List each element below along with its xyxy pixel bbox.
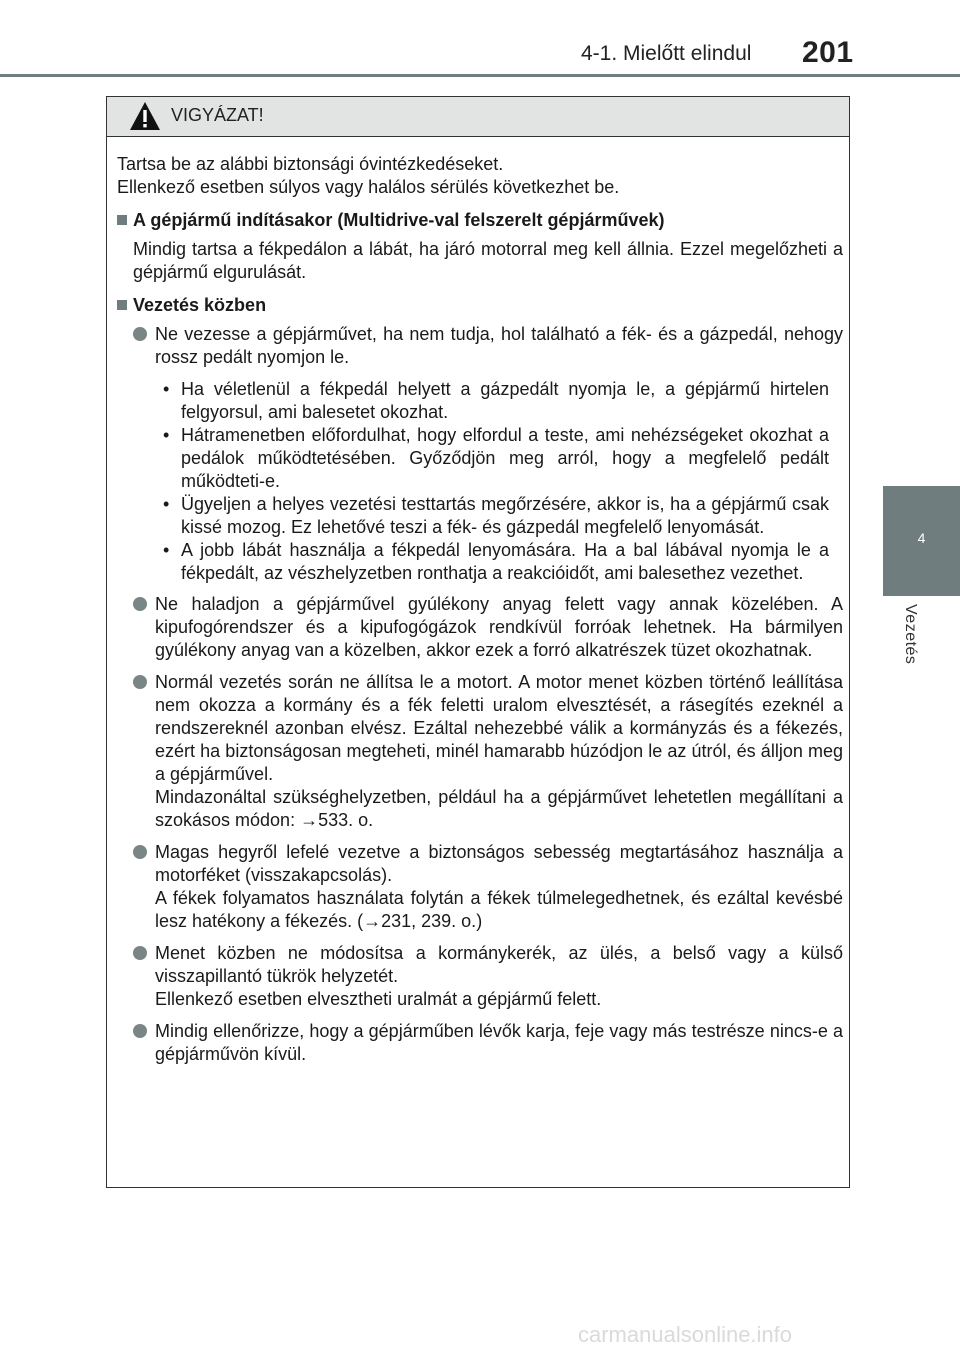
circle-bullet-icon	[133, 1024, 147, 1038]
warning-intro-line2: Ellenkező esetben súlyos vagy halálos sérülés következhet be.	[117, 177, 620, 197]
square-bullet-icon	[117, 215, 127, 225]
circle-bullet-icon	[133, 845, 147, 859]
list-item-continuation: Mindazonáltal szükséghelyzetben, például ha a gépjárművet lehetetlen megállítani a szokásos módon: →533. o.	[155, 787, 843, 830]
sub-list	[117, 378, 843, 585]
header-rule	[0, 74, 960, 77]
list-item-continuation: A fékek folyamatos használata folytán a fékek túlmelegedhetnek, és ezáltal kevésbé lesz hatékony a fékezés. (→231, 239. o.)	[155, 888, 843, 931]
chapter-tab[interactable]	[883, 486, 960, 596]
list-item: Mindig ellenőrizze, hogy a gépjárműben lévők karja, feje vagy más testrésze nincs-e a gépjárművön kívül.	[117, 1020, 843, 1066]
chapter-label-text: Vezetés	[902, 604, 919, 665]
section-heading-start: A gépjármű indításakor (Multidrive-val felszerelt gépjárművek)	[117, 209, 843, 232]
sub-list-item: • Ügyeljen a helyes vezetési testtartás megőrzésére, akkor is, ha a gépjármű csak kissé mozog. Ez lehetővé teszi a fék- és gázpedál megfelelő lenyomását.	[163, 494, 829, 537]
page-number: 201	[802, 36, 854, 69]
list-item: Ne vezesse a gépjárművet, ha nem tudja, hol található a fék- és a gázpedál, nehogy rossz pedált nyomjon le.	[117, 323, 843, 369]
section-title: 4-1. Mielőtt elindul	[581, 42, 752, 65]
warning-box	[106, 96, 850, 1188]
sub-list-item: • Hátramenetben előfordulhat, hogy elfordul a teste, ami nehézségeket okozhat a pedálok működtetésében. Győződjön meg arról, hogy a megfelelő pedált működteti-e.	[163, 425, 829, 491]
circle-bullet-icon	[133, 597, 147, 611]
circle-bullet-icon	[133, 675, 147, 689]
warning-intro	[117, 153, 843, 199]
warning-content	[117, 153, 843, 1075]
circle-bullet-icon	[133, 946, 147, 960]
list-item: Magas hegyről lefelé vezetve a biztonságos sebesség megtartásához használja a motorféket (visszakapcsolás).	[117, 841, 843, 887]
circle-bullet-icon	[133, 327, 147, 341]
warning-header	[107, 97, 849, 137]
list-item: Menet közben ne módosítsa a kormánykerék, az ülés, a belső vagy a külső visszapillantó tükrök helyzetét.	[117, 942, 843, 988]
square-bullet-icon	[117, 300, 127, 310]
chapter-tab-number: 4	[917, 530, 926, 546]
warning-title: VIGYÁZAT!	[171, 105, 264, 125]
list-item: Ne haladjon a gépjárművel gyúlékony anyag felett vagy annak közelében. A kipufogórendszer és a kipufogógázok rendkívül forróak lehetnek. Ha bármilyen gyúlékony anyag van a közelben, akkor ezek a forró alkatrészek tüzet okozhatnak.	[117, 593, 843, 662]
list-item-continuation: Ellenkező esetben elvesztheti uralmát a gépjármű felett.	[155, 989, 602, 1009]
sub-list-item: • Ha véletlenül a fékpedál helyett a gázpedált nyomja le, a gépjármű hirtelen felgyorsul, ami balesetet okozhat.	[163, 379, 829, 422]
warning-triangle-icon	[129, 101, 161, 131]
sub-list-item: • A jobb lábát használja a fékpedál lenyomására. Ha a bal lábával nyomja le a fékpedált, az vészhelyzetben ronthatja a reakcióidőt, ami balesethez vezethet.	[163, 540, 829, 583]
section-heading-driving: Vezetés közben	[117, 294, 843, 317]
section-text-start: Mindig tartsa a fékpedálon a lábát, ha járó motorral meg kell állnia. Ezzel megelőzheti a gépjármű elgurulását.	[133, 239, 843, 282]
warning-intro-line1: Tartsa be az alábbi biztonsági óvintézkedéseket.	[117, 154, 504, 174]
chapter-label	[899, 604, 933, 694]
list-item: Normál vezetés során ne állítsa le a motort. A motor menet közben történő leállítása nem okozza a kormány és a fék feletti uralom elvesztését, a rásegítés ezeknél a rendszereknél azonban elvész. Ezáltal nehezebbé válik a kormányzás és a fékezés, ezért ha biztonságosan megteheti, minél hamarabb húzódjon le az útról, és álljon meg a gépjárművel.	[117, 671, 843, 786]
watermark: carmanualsonline.info	[578, 1322, 793, 1347]
